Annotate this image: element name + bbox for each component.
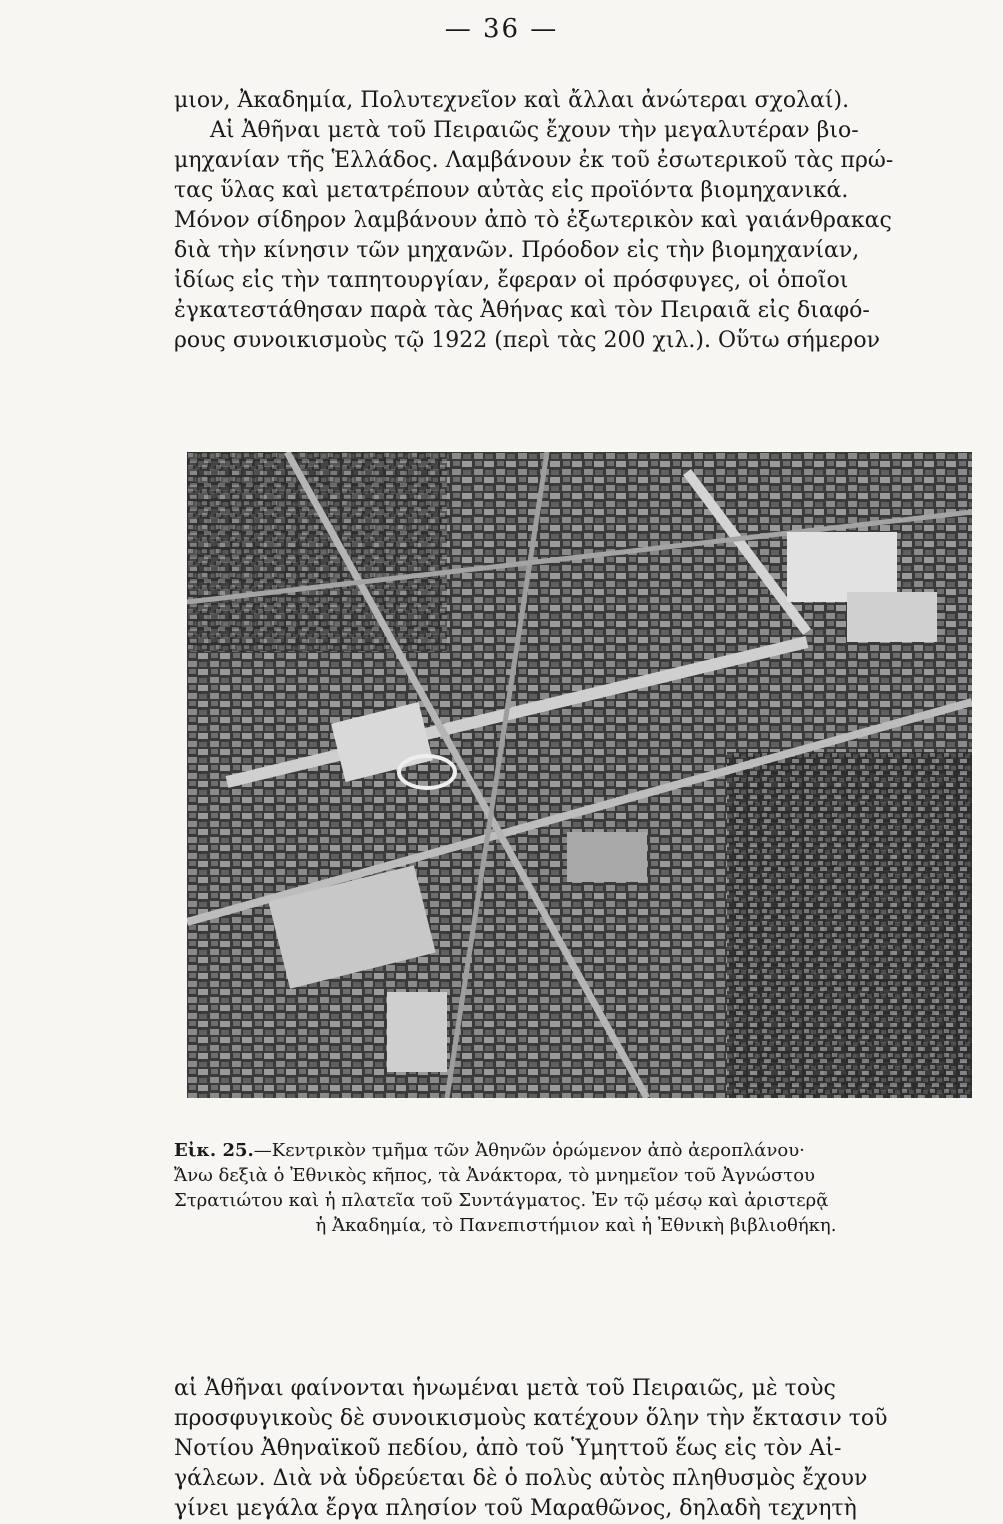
top-paragraph — [174, 86, 978, 356]
text-line: ἰδίως εἰς τὴν ταπητουργίαν, ἔφεραν οἱ πρόσφυγες, οἱ ὁποῖοι — [174, 268, 849, 293]
text-line: μιον, Ἀκαδημία, Πολυτεχνεῖον καὶ ἄλλαι ἀνώτεραι σχολαί). — [174, 88, 850, 113]
page-number: — 36 — — [444, 14, 559, 44]
figure-caption — [174, 1138, 978, 1238]
text-line: προσφυγικοὺς δὲ συνοικισμοὺς κατέχουν ὅλην τὴν ἔκτασιν τοῦ — [174, 1406, 888, 1431]
text-line: Μόνον σίδηρον λαμβάνουν ἀπὸ τὸ ἐξωτερικὸν καὶ γαιάνθρακας — [174, 208, 892, 233]
figure-label: Εἰκ. 25. — [174, 1140, 254, 1161]
text-line: Αἱ Ἀθῆναι μετὰ τοῦ Πειραιῶς ἔχουν τὴν μεγαλυτέραν βιο- — [210, 118, 859, 143]
caption-line — [174, 1138, 978, 1163]
text-line: διὰ τὴν κίνησιν τῶν μηχανῶν. Πρόοδον εἰς τὴν βιομηχανίαν, — [174, 238, 860, 263]
text-line: ἐγκατεστάθησαν παρὰ τὰς Ἀθήνας καὶ τὸν Πειραιᾶ εἰς διαφό- — [174, 298, 870, 323]
text-line: γάλεων. Διὰ νὰ ὑδρεύεται δὲ ὁ πολὺς αὐτὸς πληθυσμὸς ἔχουν — [174, 1466, 868, 1491]
caption-line: ἡ Ἀκαδημία, τὸ Πανεπιστήμιον καὶ ἡ Ἐθνικὴ βιβλιοθήκη. — [315, 1215, 837, 1236]
text-line: τας ὕλας καὶ μετατρέπουν αὐτὰς εἰς προϊόντα βιομηχανικά. — [174, 178, 849, 203]
text-line: αἱ Ἀθῆναι φαίνονται ἡνωμέναι μετὰ τοῦ Πειραιῶς, μὲ τοὺς — [174, 1376, 836, 1401]
text-line: μηχανίαν τῆς Ἑλλάδος. Λαμβάνουν ἐκ τοῦ ἐσωτερικοῦ τὰς πρώ- — [174, 148, 894, 173]
text-line: Νοτίου Ἀθηναϊκοῦ πεδίου, ἀπὸ τοῦ Ὑμηττοῦ ἕως εἰς τὸν Αἰ- — [174, 1436, 842, 1461]
bottom-paragraph — [174, 1374, 978, 1524]
text-line: ρους συνοικισμοὺς τῷ 1922 (περὶ τὰς 200 χιλ.). Οὕτω σήμερον — [174, 328, 880, 353]
caption-line: Ἄνω δεξιὰ ὁ Ἐθνικὸς κῆπος, τὰ Ἀνάκτορα, τὸ μνημεῖον τοῦ Ἀγνώστου — [174, 1165, 815, 1186]
aerial-photo-drawing — [187, 452, 972, 1098]
aerial-photo-athens — [187, 452, 972, 1098]
caption-line: Στρατιώτου καὶ ἡ πλατεῖα τοῦ Συντάγματος. Ἐν τῷ μέσῳ καὶ ἀριστερᾷ — [174, 1190, 829, 1211]
caption-text: —Κεντρικὸν τμῆμα τῶν Ἀθηνῶν ὁρώμενον ἀπὸ ἀεροπλάνου· — [253, 1140, 805, 1161]
text-line: γίνει μεγάλα ἔργα πλησίον τοῦ Μαραθῶνος, δηλαδὴ τεχνητὴ — [174, 1496, 857, 1521]
